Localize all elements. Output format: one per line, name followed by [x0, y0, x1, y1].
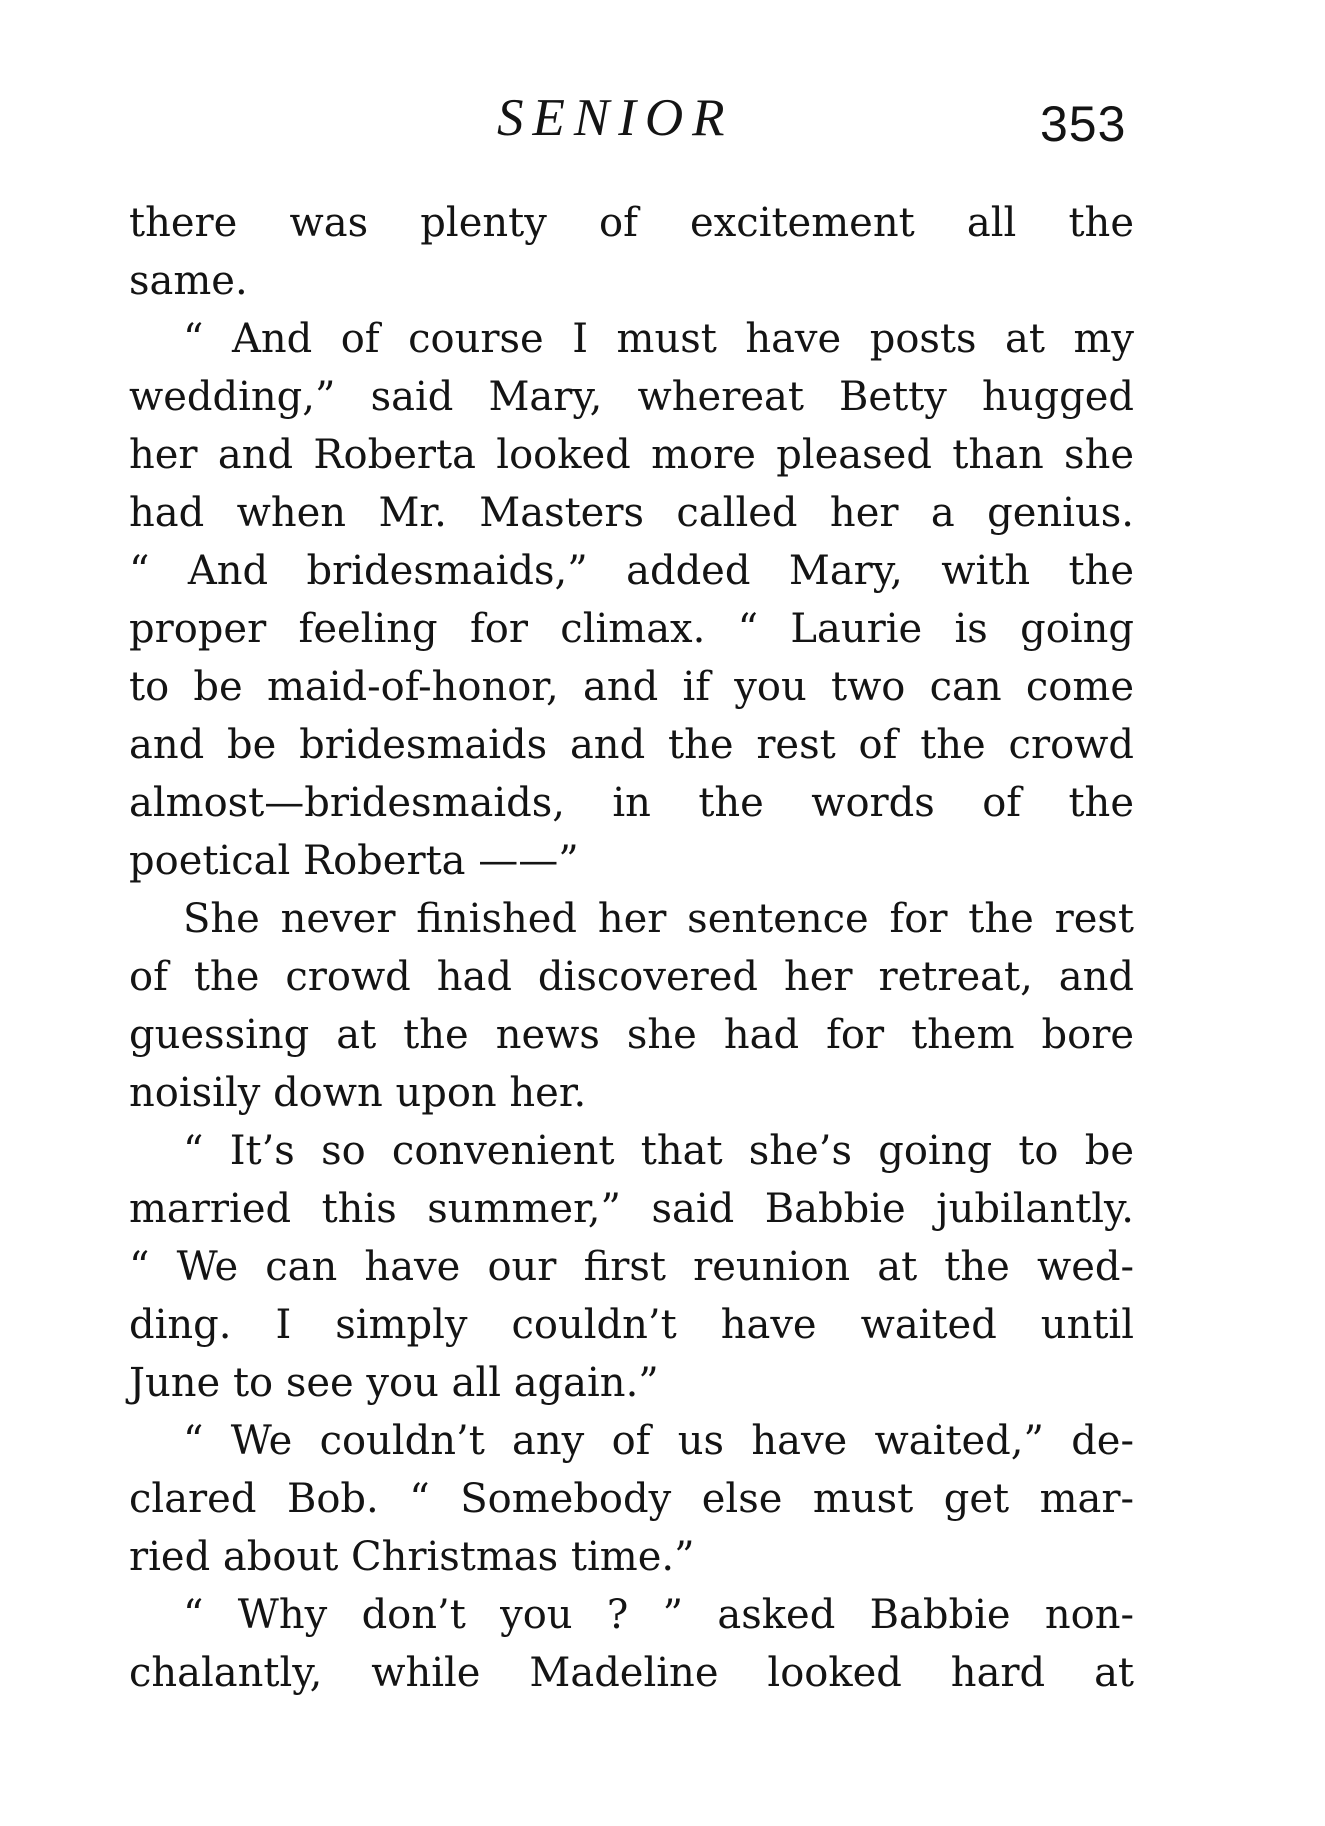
text-line: clared Bob. “ Somebody else must get mar- [129, 1476, 1134, 1522]
text-line: there was plenty of excitement all the [129, 200, 1134, 246]
text-line: She never finished her sentence for the rest [183, 896, 1134, 942]
text-line: “ We can have our first reunion at the wed- [129, 1244, 1134, 1290]
text-line: “ It’s so convenient that she’s going to be [183, 1128, 1134, 1174]
text-line: poetical Roberta ——” [129, 838, 579, 884]
running-head [0, 88, 1325, 158]
text-line: noisily down upon her. [129, 1070, 587, 1116]
text-line: wedding,” said Mary, whereat Betty hugged [129, 374, 1134, 420]
text-line: “ And of course I must have posts at my [183, 316, 1134, 362]
text-line: of the crowd had discovered her retreat, and [129, 954, 1134, 1000]
text-line: had when Mr. Masters called her a genius. [129, 490, 1134, 536]
text-line: “ And bridesmaids,” added Mary, with the [129, 548, 1134, 594]
text-line: same. [129, 258, 248, 304]
page-number: 353 [1040, 96, 1127, 152]
body-text [129, 194, 1134, 1702]
text-line: ried about Christmas time.” [129, 1534, 695, 1580]
text-line: and be bridesmaids and the rest of the crowd [129, 722, 1134, 768]
text-line: “ We couldn’t any of us have waited,” de- [183, 1418, 1134, 1464]
text-line: chalantly, while Madeline looked hard at [129, 1650, 1134, 1696]
running-title: SENIOR [497, 89, 734, 147]
text-line: married this summer,” said Babbie jubilantly. [129, 1186, 1134, 1232]
text-line: guessing at the news she had for them bore [129, 1012, 1134, 1058]
text-line: to be maid-of-honor, and if you two can come [129, 664, 1134, 710]
text-line: proper feeling for climax. “ Laurie is going [129, 606, 1134, 652]
text-line: her and Roberta looked more pleased than she [129, 432, 1134, 478]
text-line: June to see you all again.” [129, 1360, 659, 1406]
text-line: almost—bridesmaids, in the words of the [129, 780, 1134, 826]
text-line: “ Why don’t you ? ” asked Babbie non- [183, 1592, 1134, 1638]
text-line: ding. I simply couldn’t have waited until [129, 1302, 1134, 1348]
